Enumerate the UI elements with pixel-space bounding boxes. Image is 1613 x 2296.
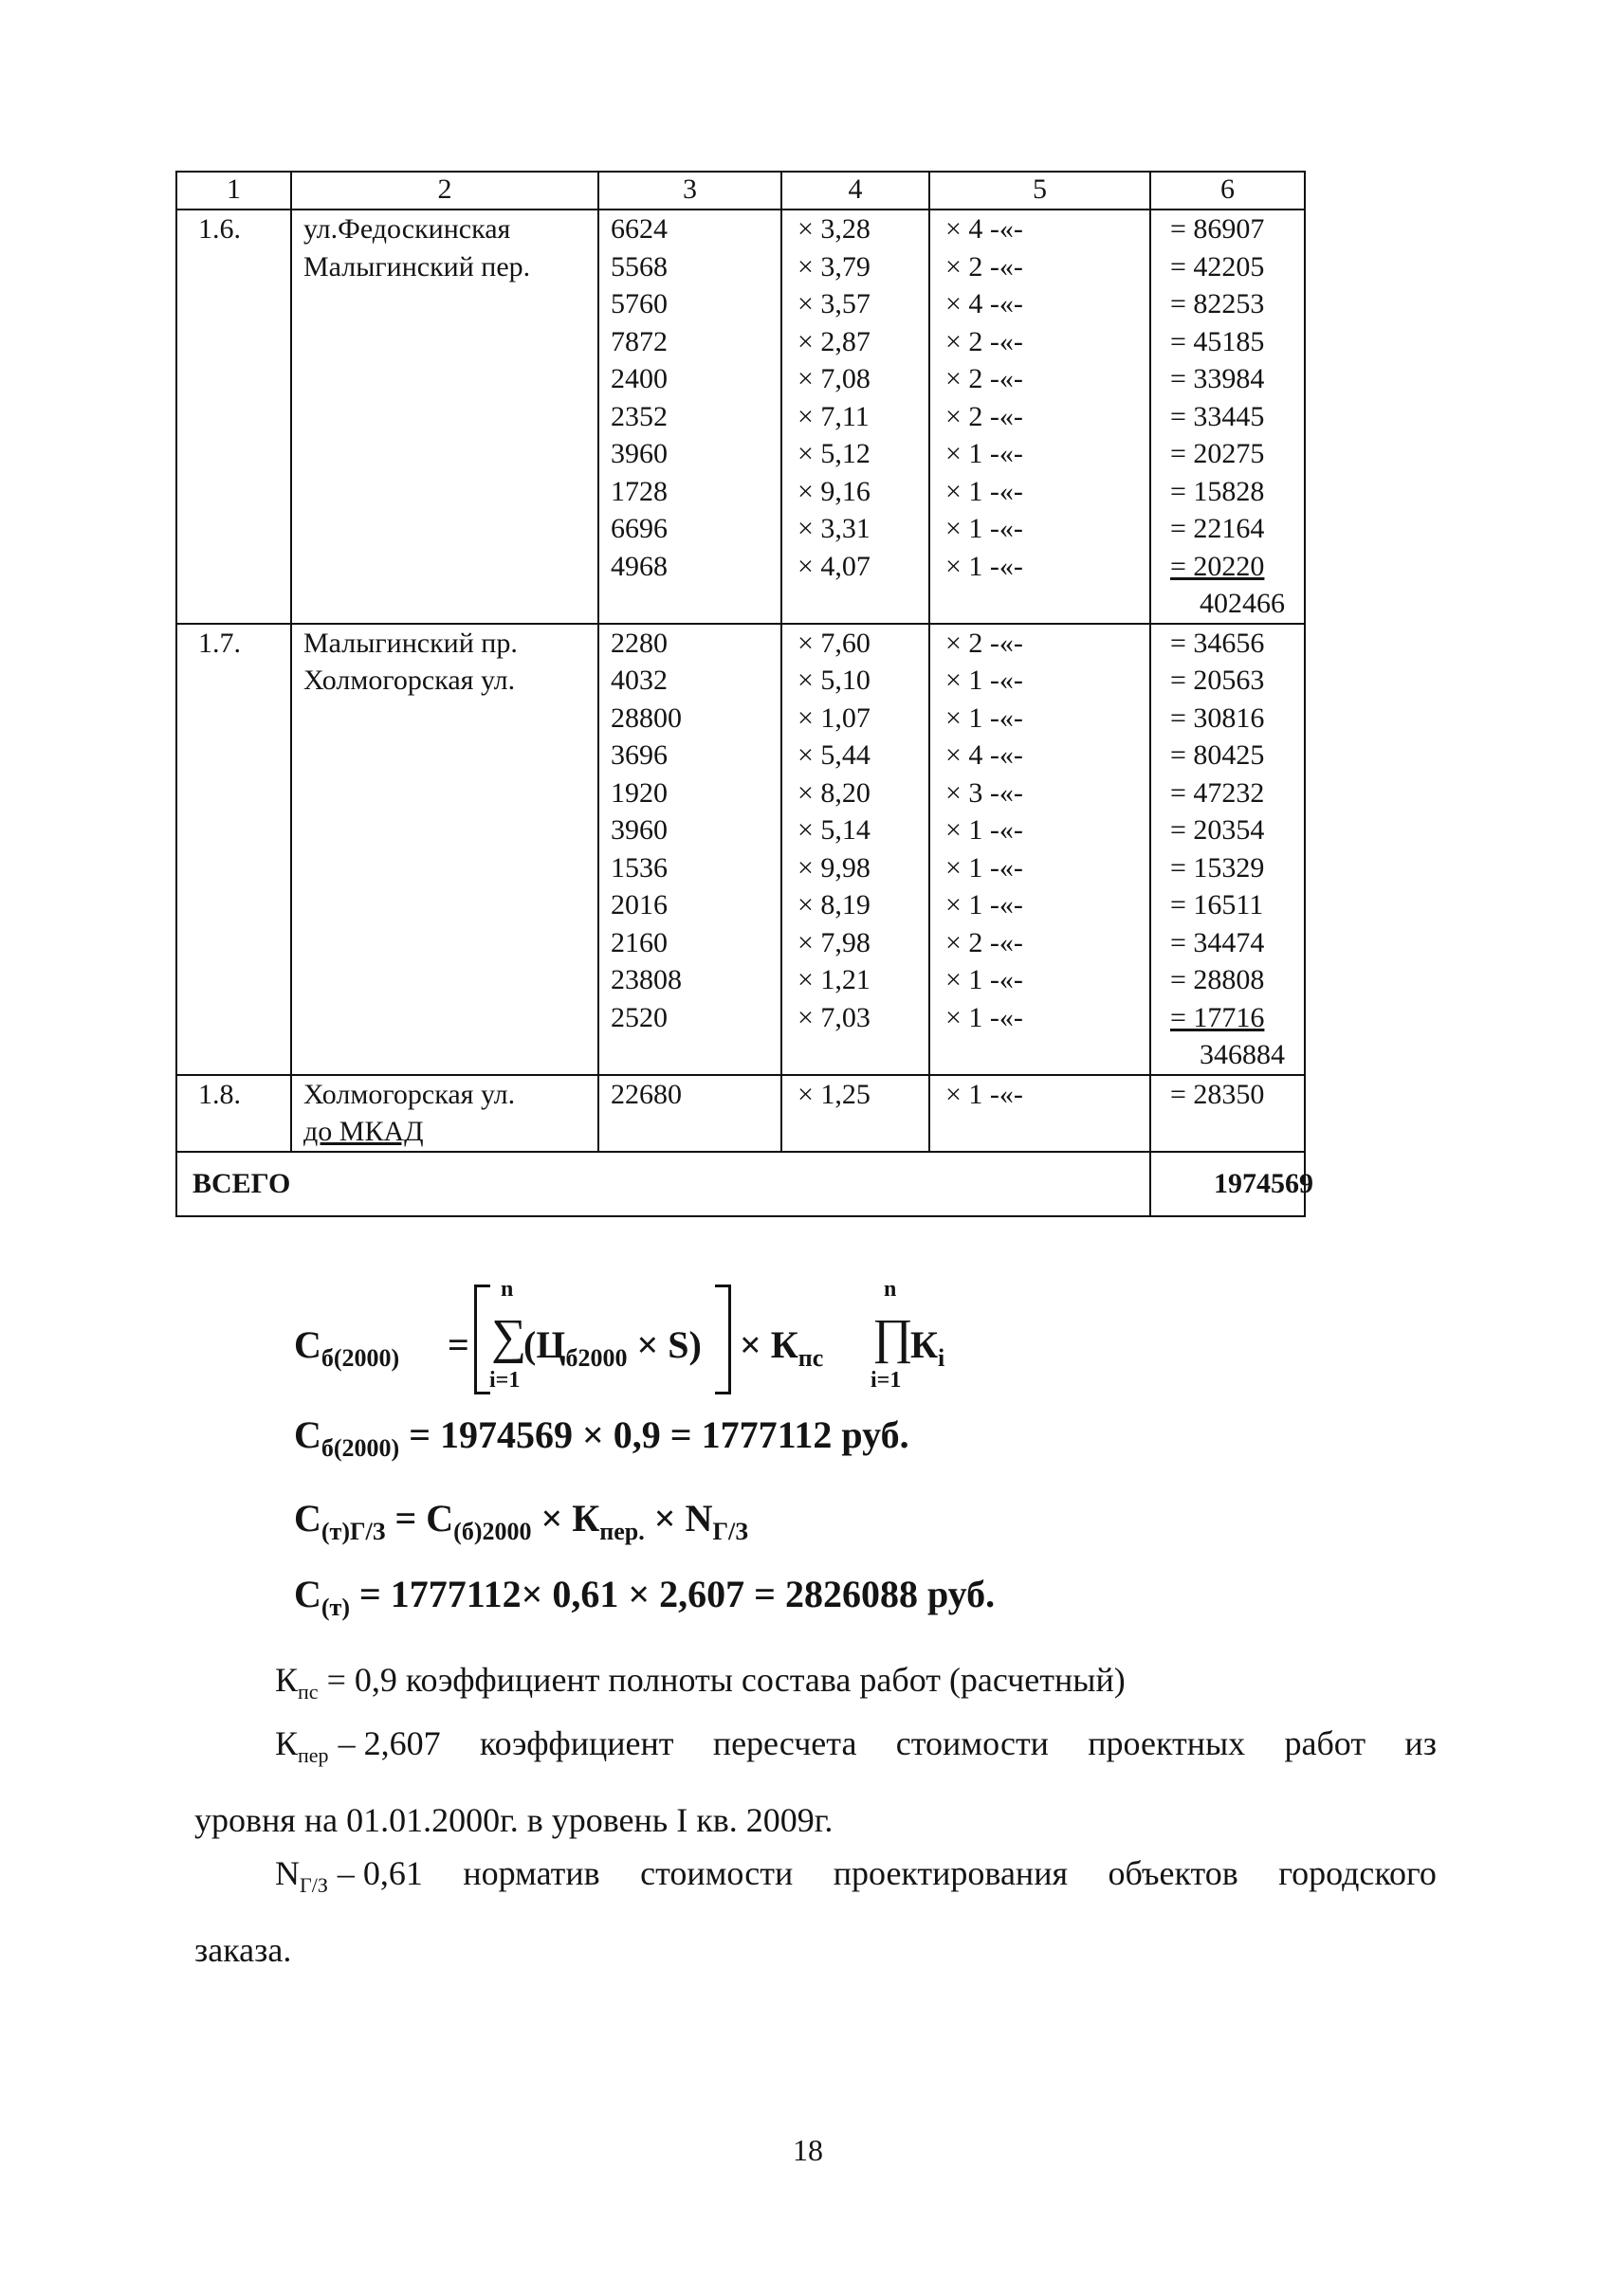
- sum-lower-limit: i=1: [489, 1368, 521, 1393]
- formula-term: × К: [740, 1323, 798, 1366]
- result-value: = 20220: [1170, 550, 1265, 582]
- section-name-line: Малыгинский пер.: [303, 250, 531, 282]
- product-lower-limit: i=1: [871, 1368, 902, 1393]
- factor-value: × 2 -«-: [945, 926, 1023, 958]
- factor-column: [929, 624, 1150, 1075]
- area-value: 2352: [611, 400, 668, 432]
- section-name-line: Холмогорская ул.: [303, 1078, 516, 1110]
- multiplier-value: × 5,12: [797, 438, 871, 469]
- formula-subscript: пер.: [599, 1518, 645, 1545]
- formula-subscript: (б)2000: [453, 1518, 532, 1545]
- formula-symbol: С: [294, 1497, 321, 1540]
- symbol-subscript: Г/З: [300, 1873, 328, 1898]
- result-value: = 82253: [1170, 288, 1265, 319]
- factor-value: × 1 -«-: [945, 438, 1023, 469]
- word: работ: [1284, 1724, 1366, 1762]
- factor-value: × 1 -«-: [945, 550, 1023, 582]
- table-row: [176, 210, 1305, 624]
- multiplier-value: × 9,16: [797, 475, 871, 507]
- factor-value: × 2 -«-: [945, 363, 1023, 394]
- word: – 2,607: [338, 1724, 441, 1762]
- factor-value: × 4 -«-: [945, 739, 1023, 771]
- symbol: К: [275, 1724, 299, 1762]
- paragraph-line: [194, 1841, 1437, 1918]
- formula-term: × S): [627, 1323, 702, 1366]
- section-number: [176, 210, 291, 624]
- factor-value: × 3 -«-: [945, 776, 1023, 809]
- area-value: 2400: [611, 363, 668, 394]
- factor-column: [929, 210, 1150, 624]
- paragraph-line: заказа.: [194, 1931, 292, 1970]
- area-value: 6624: [611, 213, 668, 245]
- word: проектирования: [833, 1854, 1069, 1892]
- section-name-line: до МКАД: [303, 1116, 424, 1147]
- section-number-text: 1.7.: [198, 627, 241, 659]
- section-name: [291, 210, 598, 624]
- result-value: = 20354: [1170, 814, 1265, 846]
- multiplier-value: × 7,08: [797, 363, 871, 394]
- area-value: 2520: [611, 1001, 668, 1033]
- formula-current-cost: [294, 1496, 748, 1546]
- formula-subscript: б2000: [565, 1344, 628, 1372]
- word: объектов: [1108, 1854, 1238, 1892]
- factor-value: × 1 -«-: [945, 702, 1023, 734]
- factor-value: × 2 -«-: [945, 325, 1023, 357]
- multiplier-value: × 1,07: [797, 702, 871, 734]
- result-column: [1150, 1075, 1305, 1152]
- column-header: 3: [598, 172, 781, 210]
- result-value: = 33984: [1170, 363, 1265, 394]
- result-value: = 15329: [1170, 851, 1265, 884]
- sum-upper-limit: n: [501, 1277, 514, 1302]
- formula-subscript: б(2000): [321, 1344, 400, 1372]
- area-value: 23808: [611, 964, 682, 995]
- paragraph-n: [194, 1841, 1437, 1982]
- product-icon: ∏: [872, 1310, 913, 1364]
- multiplier-value: × 7,03: [797, 1001, 871, 1033]
- right-bracket: [715, 1285, 731, 1394]
- formula-equals: =: [448, 1323, 469, 1366]
- multiplier-value: × 3,31: [797, 513, 871, 544]
- factor-value: × 1 -«-: [945, 851, 1023, 884]
- factor-value: × 2 -«-: [945, 400, 1023, 432]
- paragraph-line: уровня на 01.01.2000г. в уровень I кв. 2009г.: [194, 1801, 834, 1840]
- multiplier-value: × 8,19: [797, 889, 871, 920]
- factor-value: × 1 -«-: [945, 513, 1023, 544]
- column-header: 2: [291, 172, 598, 210]
- result-value: = 34656: [1170, 627, 1265, 659]
- symbol-with-value: [275, 1711, 441, 1788]
- multiplier-value: × 1,21: [797, 964, 871, 995]
- result-column: [1150, 210, 1305, 624]
- area-value: 2280: [611, 627, 668, 659]
- result-value: = 28808: [1170, 964, 1265, 995]
- factor-value: × 4 -«-: [945, 288, 1023, 319]
- area-value: 3696: [611, 739, 668, 771]
- word: норматив: [463, 1854, 600, 1892]
- formula-term: (Ц: [523, 1323, 566, 1366]
- area-value: 3960: [611, 438, 668, 469]
- result-column: [1150, 624, 1305, 1075]
- formula-term: К: [910, 1323, 939, 1366]
- area-value: 2160: [611, 926, 668, 958]
- multiplier-column: [781, 1075, 929, 1152]
- factor-value: × 1 -«-: [945, 1078, 1023, 1110]
- symbol: К: [275, 1661, 299, 1699]
- factor-value: × 1 -«-: [945, 475, 1023, 507]
- result-value: = 20563: [1170, 665, 1265, 696]
- paragraph-line: [194, 1711, 1437, 1788]
- multiplier-value: × 7,98: [797, 926, 871, 958]
- formula-subscript: пс: [797, 1344, 824, 1372]
- section-name-line: Малыгинский пр.: [303, 627, 518, 659]
- result-value: = 28350: [1170, 1078, 1265, 1110]
- page-number: 18: [793, 2133, 823, 2167]
- area-value: 6696: [611, 513, 668, 544]
- column-header: 5: [929, 172, 1150, 210]
- result-value: = 17716: [1170, 1001, 1265, 1033]
- result-value: = 22164: [1170, 513, 1265, 544]
- symbol-subscript: пер: [298, 1743, 329, 1768]
- formula-value: = 1974569 × 0,9 = 1777112 руб.: [399, 1413, 909, 1456]
- multiplier-column: [781, 624, 929, 1075]
- result-value: = 20275: [1170, 438, 1265, 469]
- table-row: [176, 1075, 1305, 1152]
- factor-value: × 2 -«-: [945, 250, 1023, 282]
- multiplier-value: × 4,07: [797, 550, 871, 582]
- result-value: = 42205: [1170, 250, 1265, 282]
- result-value: = 30816: [1170, 702, 1265, 734]
- result-value: = 15828: [1170, 475, 1265, 507]
- total-label: ВСЕГО: [176, 1152, 1150, 1216]
- multiplier-value: × 5,14: [797, 814, 871, 846]
- area-value: 7872: [611, 325, 668, 357]
- multiplier-value: × 3,79: [797, 250, 871, 282]
- multiplier-value: × 2,87: [797, 325, 871, 357]
- formula-value: = 1777112× 0,61 × 2,607 = 2826088 руб.: [349, 1573, 996, 1615]
- symbol-with-value: [275, 1841, 423, 1918]
- factor-value: × 2 -«-: [945, 627, 1023, 659]
- left-bracket: [474, 1285, 490, 1394]
- formula-symbol: С: [294, 1323, 321, 1366]
- formula-symbol: С: [294, 1573, 321, 1615]
- section-name-line: ул.Федоскинская: [303, 213, 511, 245]
- section-number: [176, 624, 291, 1075]
- table-row: [176, 624, 1305, 1075]
- area-value: 1728: [611, 475, 668, 507]
- multiplier-value: × 7,60: [797, 627, 871, 659]
- cost-table: [175, 171, 1313, 1217]
- formula-term: × К: [531, 1497, 600, 1540]
- area-value: 1536: [611, 851, 668, 884]
- formula-term: = С: [385, 1497, 454, 1540]
- formula-base-cost-value: [294, 1412, 909, 1463]
- area-value: 5760: [611, 288, 668, 319]
- symbol: N: [275, 1854, 300, 1892]
- word: коэффициент: [479, 1724, 674, 1762]
- section-name-line: Холмогорская ул.: [303, 665, 516, 696]
- word: из: [1404, 1724, 1437, 1762]
- multiplier-column: [781, 210, 929, 624]
- formula-symbol: С: [294, 1413, 321, 1456]
- total-row: [176, 1152, 1305, 1216]
- paragraph-k-per: [194, 1711, 1437, 1852]
- area-value: 5568: [611, 250, 668, 282]
- area-value: 4032: [611, 665, 668, 696]
- section-name: [291, 624, 598, 1075]
- area-value: 1920: [611, 776, 668, 809]
- formula-subscript: Г/З: [712, 1518, 748, 1545]
- area-column: [598, 1075, 781, 1152]
- result-value: = 86907: [1170, 213, 1265, 245]
- multiplier-value: × 5,44: [797, 739, 871, 771]
- section-subtotal: 346884: [1200, 1039, 1285, 1070]
- factor-value: × 1 -«-: [945, 1001, 1023, 1033]
- formula-subscript: i: [938, 1344, 945, 1372]
- formula-subscript: (т)Г/З: [321, 1518, 386, 1545]
- multiplier-value: × 7,11: [797, 400, 870, 432]
- factor-value: × 1 -«-: [945, 814, 1023, 846]
- multiplier-value: × 9,98: [797, 851, 871, 884]
- factor-value: × 4 -«-: [945, 213, 1023, 245]
- section-subtotal: 402466: [1200, 588, 1285, 619]
- word: – 0,61: [337, 1854, 423, 1892]
- paragraph-text: = 0,9 коэффициент полноты состава работ (расчетный): [318, 1661, 1126, 1699]
- area-column: [598, 624, 781, 1075]
- total-value: 1974569: [1150, 1152, 1305, 1216]
- result-value: = 80425: [1170, 739, 1265, 771]
- area-value: 4968: [611, 550, 668, 582]
- section-number-text: 1.6.: [198, 213, 241, 245]
- section-number: [176, 1075, 291, 1152]
- section-number-text: 1.8.: [198, 1078, 241, 1110]
- formula-current-cost-value: [294, 1572, 995, 1622]
- word: стоимости: [640, 1854, 794, 1892]
- column-header: 4: [781, 172, 929, 210]
- formula-subscript: б(2000): [321, 1434, 400, 1462]
- column-header: 1: [176, 172, 291, 210]
- factor-value: × 1 -«-: [945, 889, 1023, 920]
- multiplier-value: × 1,25: [797, 1078, 871, 1110]
- product-upper-limit: n: [884, 1277, 897, 1302]
- factor-value: × 1 -«-: [945, 964, 1023, 995]
- column-header: 6: [1150, 172, 1305, 210]
- factor-column: [929, 1075, 1150, 1152]
- word: пересчета: [712, 1724, 857, 1762]
- section-name: [291, 1075, 598, 1152]
- result-value: = 45185: [1170, 325, 1265, 357]
- area-value: 3960: [611, 814, 668, 846]
- multiplier-value: × 3,28: [797, 213, 871, 245]
- sum-icon: ∑: [491, 1310, 527, 1364]
- formula-subscript: (т): [321, 1594, 350, 1621]
- factor-value: × 1 -«-: [945, 665, 1023, 696]
- result-value: = 47232: [1170, 776, 1265, 809]
- symbol-subscript: пс: [298, 1680, 319, 1704]
- formula-term: × N: [644, 1497, 713, 1540]
- multiplier-value: × 5,10: [797, 665, 871, 696]
- area-value: 22680: [611, 1078, 682, 1110]
- area-value: 2016: [611, 889, 668, 920]
- table-header-row: [176, 172, 1305, 210]
- word: городского: [1278, 1854, 1437, 1892]
- multiplier-value: × 8,20: [797, 776, 871, 809]
- word: проектных: [1088, 1724, 1246, 1762]
- area-column: [598, 210, 781, 624]
- area-value: 28800: [611, 702, 682, 734]
- result-value: = 16511: [1170, 889, 1264, 920]
- result-value: = 34474: [1170, 926, 1265, 958]
- multiplier-value: × 3,57: [797, 288, 871, 319]
- word: стоимости: [895, 1724, 1049, 1762]
- result-value: = 33445: [1170, 400, 1265, 432]
